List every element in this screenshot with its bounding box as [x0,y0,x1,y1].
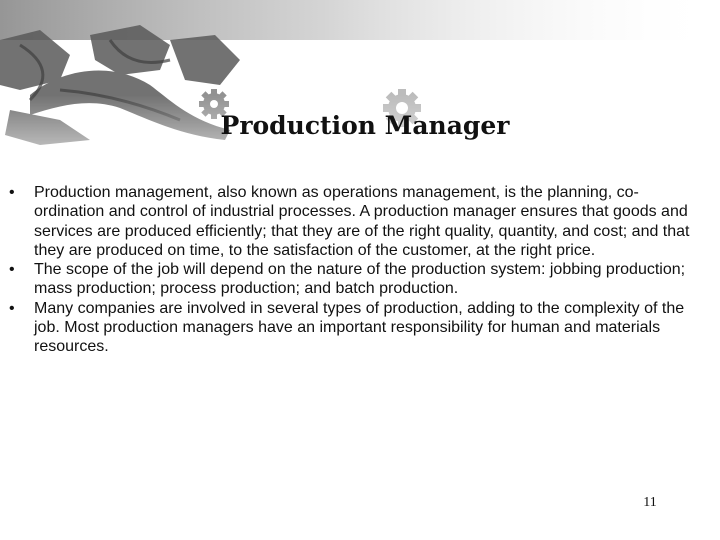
bullet-item [9,260,709,299]
bullet-item [9,299,709,357]
bullet-text: Many companies are involved in several types of production, adding to the complexity of the job. Most production managers have an important responsibility for human and materials resources. [34,299,685,356]
bullet-text: The scope of the job will depend on the nature of the production system: jobbing production; mass production; process production; and batch production. [34,261,686,298]
bullet-item [9,183,709,260]
bullet-list [9,183,709,357]
page-number: 11 [643,495,657,510]
slide-title: Production Manager [220,111,510,140]
bullet-marker: • [9,299,15,317]
bullet-marker: • [9,261,15,279]
bullet-text: Production management, also known as operations management, is the planning, co-ordination and control of industrial processes. A production manager ensures that goods and services are produced efficiently; that they are of the right quality, quantity, and cost; and that they are produced on time, to the satisfaction of the customer, at the right price. [34,184,690,259]
bullet-marker: • [9,184,15,201]
